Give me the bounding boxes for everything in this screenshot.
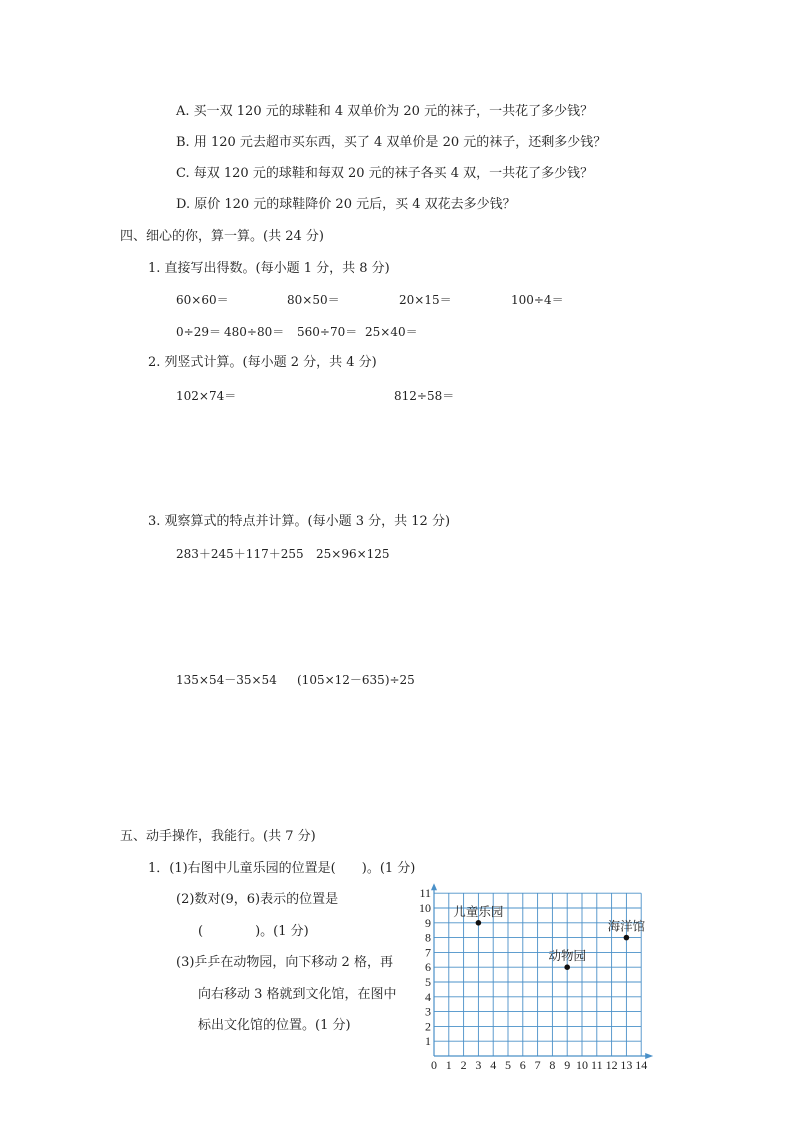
y-tick-label: 4 [425, 989, 431, 1004]
x-tick-label: 4 [490, 1058, 497, 1072]
y-tick-label: 1 [425, 1034, 431, 1049]
x-tick-label: 14 [635, 1058, 648, 1072]
y-tick-label: 2 [425, 1019, 431, 1034]
y-axis-arrow [431, 883, 437, 890]
smart-calc-item: (105×12－635)÷25 [297, 673, 415, 687]
oral-calc-item: 60×60＝ [176, 293, 229, 307]
x-tick-label: 10 [576, 1058, 588, 1072]
q5-1-part2-line2: ( )。(1 分) [198, 924, 309, 939]
x-tick-label: 8 [549, 1058, 556, 1072]
y-tick-label: 10 [419, 901, 431, 915]
x-tick-label: 2 [460, 1058, 467, 1072]
q5-1-part3-line2: 向右移动 3 格就到文化馆，在图中 [198, 987, 397, 1002]
oral-calc-item: 100÷4＝ [511, 293, 564, 307]
option-b: B. 用 120 元去超市买东西，买了 4 双单价是 20 元的袜子，还剩多少钱？ [176, 135, 607, 150]
oral-calc-item: 25×40＝ [365, 325, 418, 339]
oral-calc-item: 80×50＝ [287, 293, 340, 307]
oral-calc-item: 480÷80＝ [224, 325, 285, 339]
point-marker [564, 964, 570, 970]
option-c: C. 每双 120 元的球鞋和每双 20 元的袜子各买 4 双，一共花了多少钱？ [176, 166, 594, 181]
q5-1-part3-line1: (3)乒乒在动物园，向下移动 2 格，再 [176, 955, 393, 970]
point-label: 儿童乐园 [453, 904, 504, 919]
y-tick-label: 3 [425, 1004, 431, 1019]
smart-calc-item: 283＋245＋117＋255 [176, 547, 304, 561]
point-marker [624, 935, 630, 941]
section-5-title: 五、动手操作，我能行。(共 7 分) [120, 829, 316, 844]
oral-calc-item: 560÷70＝ [297, 325, 358, 339]
vertical-calc-item: 102×74＝ [176, 389, 237, 403]
y-tick-label: 7 [425, 945, 431, 960]
point-label: 海洋馆 [607, 919, 646, 934]
section-4-title: 四、细心的你，算一算。(共 24 分) [120, 229, 324, 244]
q1-title: 1. 直接写出得数。(每小题 1 分，共 8 分) [148, 261, 390, 276]
point-marker [476, 920, 482, 926]
option-a: A. 买一双 120 元的球鞋和 4 双单价为 20 元的袜子，一共花了多少钱？ [176, 104, 594, 119]
x-tick-label: 3 [475, 1058, 482, 1072]
x-tick-label: 5 [505, 1058, 511, 1072]
option-d: D. 原价 120 元的球鞋降价 20 元后，买 4 双花去多少钱？ [176, 197, 516, 212]
q5-1-part2-line1: (2)数对(9，6)表示的位置是 [176, 892, 339, 907]
x-tick-label: 7 [534, 1058, 541, 1072]
x-tick-label: 9 [564, 1058, 571, 1072]
smart-calc-item: 135×54－35×54 [176, 673, 277, 687]
x-tick-label: 13 [620, 1058, 633, 1072]
q5-1-part3-line3: 标出文化馆的位置。(1 分) [198, 1018, 351, 1033]
x-tick-label: 11 [591, 1058, 603, 1072]
y-tick-label: 6 [425, 960, 431, 975]
y-tick-label: 5 [425, 975, 431, 989]
oral-calc-item: 20×15＝ [399, 293, 452, 307]
q5-1-part1: 1．(1)右图中儿童乐园的位置是( )。(1 分) [148, 861, 416, 876]
point-label: 动物园 [548, 949, 586, 964]
y-tick-label: 8 [425, 930, 431, 945]
vertical-calc-item: 812÷58＝ [394, 389, 455, 403]
y-tick-label: 11 [419, 886, 431, 901]
y-tick-label: 9 [425, 915, 431, 930]
x-tick-label: 1 [445, 1058, 452, 1072]
oral-calc-item: 0÷29＝ [176, 325, 221, 339]
x-tick-label: 6 [519, 1058, 526, 1072]
smart-calc-item: 25×96×125 [316, 547, 390, 561]
q3-title: 3. 观察算式的特点并计算。(每小题 3 分，共 12 分) [148, 514, 451, 529]
x-tick-label: 0 [431, 1058, 437, 1072]
q2-title: 2. 列竖式计算。(每小题 2 分，共 4 分) [148, 355, 377, 370]
x-tick-label: 12 [605, 1058, 618, 1072]
